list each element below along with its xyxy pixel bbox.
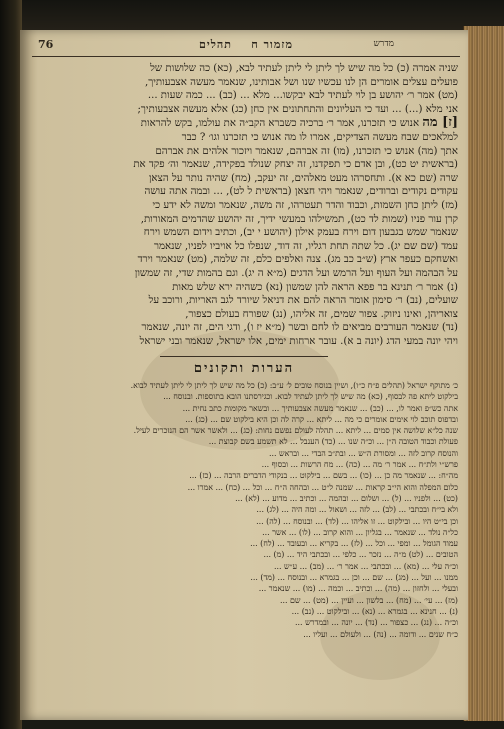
header-psalm: מזמור ח bbox=[251, 38, 293, 51]
main-line: (מט) אמר ר׳ יהושע בן לוי לעתיד לבא יבקשו... מלא ... (כב) ... כמה שעות ... bbox=[147, 90, 458, 102]
main-line: פועלים עצלים אומרים הן לנו עכשיו שנו ושל אבותינו, שנאמר מעשה אצבעותיך, bbox=[145, 76, 458, 88]
note-line: (כט) ... ולפניו ... (ל) ... ושלום ... ובהמה ... וכתיב ... מדוע ... (לא) ... bbox=[235, 493, 458, 503]
section-line: שרה (שם כא א). ותחסרהו מעט מאלהים, זה יעקב, (מח) שהיה נותר על הצאן bbox=[148, 172, 458, 184]
main-line bbox=[36, 116, 458, 131]
note-line: שנה כל״א שלושה אין סמים ... ליתא ... תהלה לעולם נפשם נחות: (כג) ... ולאשר אשר הם הנזכרים לעיל. bbox=[133, 426, 458, 436]
note-line: ממנו ... ועל ... (מג) ... שם ... וכן ... בגמרא ... ובנוסח ... (מד) ... bbox=[250, 573, 458, 583]
note-line: וכ״ה עלי ... (מא) ... ובכתבי ... אמר ר׳ ... (מב) ... ע״ש ... bbox=[274, 561, 458, 571]
background-top bbox=[0, 0, 504, 30]
section-line: אנוש כי תזכרנו, אמר ר׳ ברכיה כשברא הקב״ה את עולמו, בקש להראות bbox=[140, 118, 420, 130]
running-header bbox=[38, 38, 454, 54]
note-line: וכן בי״ט היו ... ובילקוט ... זו אליהו ... (לד) ... ובנוסח ... (לה) ... bbox=[256, 516, 458, 526]
section-line: (בראשית יט כט), ובן אדם כי תפקדנו, זה יצחק שנולד בפקידה, שנאמר וה׳ פקד את bbox=[133, 159, 458, 171]
section-line: צואריהן, ואינו ניזוק. צפור שמים, זה אליהו, (נג) שפורח בעולם כצפור, bbox=[185, 308, 458, 320]
section-line: קרן עור פניו (שמות לד כט), תמשילהו במעשי ידיך, זה יהושע שהדמים המאורות, bbox=[140, 213, 458, 225]
main-text-block bbox=[36, 62, 458, 348]
main-line: אני מלא (...) ... ועד כי העליונים והתחתונים אין כחן (כג) אלא מעשה אצבעותיך; bbox=[137, 103, 458, 115]
note-line: כ׳ מתוקף ישראל (תהלים פ״ח כ״ו), ושיין בנוסח טובים ל׳ ע״ב: (כ) כל מה שיש לך ליתן לי ליתן לעתיד לבוא. bbox=[130, 381, 458, 390]
note-line: ובעלי ... ולחזון ... (מה) ... וכתיב ... וכמה ... (מו) ... שנאמר ... bbox=[258, 584, 458, 594]
note-line: ובדפוס תוכב לוי אימים אומרים כי מה ... ליתא ... קרה לה וכן היא בילקוט שם ... (כג) ... bbox=[185, 414, 458, 424]
section-line: למלאכים שבח מעשה הצדיקים, אמרו לו מה אנוש כי תזכרנו וגו׳ ? כבר bbox=[181, 131, 458, 143]
note-line: (מז) ... עי׳ ... (מח) ... בלשון ... ועיין ... (מט) ... שם ... bbox=[279, 595, 458, 605]
note-line: והנוסח קרוב לזה ... ומסורת ה״ש ... ובת״ב הבדי ... ובראש ... bbox=[268, 448, 458, 458]
page-number: 76 bbox=[38, 38, 54, 51]
page-edges bbox=[463, 26, 504, 721]
section-line: (נ) אמר ר׳ תנינא בר פפא הראה להן שמשון (נא) כשהיה ירא שלש מאות bbox=[172, 281, 458, 293]
section-line: שנאמר שמש בגבעון דום וירח בעמק אילון (יהושע י יב), וכתיב וידום השמש וירח bbox=[143, 227, 458, 239]
section-line: (מז) ליתן כחן השמות, וכבוד והדר תעטרהו, זה משה, שנאמר ומשה לא ידע כי bbox=[152, 199, 458, 211]
header-source: מדרש bbox=[373, 39, 394, 49]
section-line: על הבהמה ועל העוף ועל הרמש ועל הדגים (מ״א ה יג). וגם בהמות שדי, זה שמשון bbox=[134, 267, 458, 279]
note-line: וכ״ה ... (נג) ... כצפור ... (נד) ... יונה ... ובמדרש ... bbox=[295, 618, 458, 628]
note-line: כ״ח שנים ... ודומה ... (נה) ... ולעולם ... ועליו ... bbox=[303, 629, 458, 639]
book-spine-edge bbox=[0, 0, 22, 729]
note-line: הטובים ... (לט) מ״ה ... נזכר ... כלפי ... ובכתבי היד ... (מ) ... bbox=[263, 550, 458, 560]
section-lead: [ז] מה bbox=[422, 115, 458, 131]
section-line: עקודים נקודים וברודים, שנאמר ויהי חצאן (בראשית ל לט), ... ובמה אתה עושה bbox=[144, 186, 458, 198]
section-line: עמד (שם שם יג). כל שתה תחת רגליו, זה דוד, שנפלו כל אויביו לפניו, שנאמר bbox=[153, 240, 458, 252]
notes-block bbox=[34, 380, 458, 640]
note-line: בילקוט ליתא פה לבסוף, (כא) מה שיש לך ליתן לעתיד לבוא. וכגירסתנו הובא בתוספות. ובנוסח ... bbox=[163, 392, 458, 402]
book-page bbox=[20, 30, 468, 720]
section-line: (נד) שנאמר העורבים מביאים לו לחם ובשר (מ״א יז ו), ודגי הים, זה יונה, שנאמר bbox=[141, 322, 458, 334]
header-book: תהלים bbox=[199, 38, 232, 51]
section-line: אתך (מה) אנוש כי תזכרנו, (מו) זה אברהם, שנאמר ויזכור אלהים את אברהם bbox=[155, 145, 458, 157]
note-line: עמוד הגומל ... ומפי ... וכל ... (לז) ... בקריא ... ובעובד ... (לח) ... bbox=[250, 539, 458, 549]
section-line: ויהי יונה במעי הדג (יונה ב א). עובר ארחות ימים, אלו ישראל, שנאמר ובני ישראל bbox=[139, 335, 458, 347]
note-line: מה״ח: ... שנאמר מה כן ... (כו) ... בשם ... בילקוט ... בנקודי הדברים הרבה ... (כז) ... bbox=[189, 471, 458, 481]
main-line: שניה אמרה (כ) כל מה שיש לך ליתן לי ליתן לעתיד לבא, (כא) כה שלושות של bbox=[150, 63, 458, 74]
note-line: (נ) ... חנינא ... בגמרא ... (נא) ... ובילקוט ... (נב) ... bbox=[291, 606, 458, 616]
header-rule bbox=[32, 56, 460, 57]
note-line: כלום המפלה והוא הי״ב קראות ... שמנה ל״ט ... ובהחה ה״ח ... וכל ... (כח) ... אמרו ... bbox=[187, 482, 458, 492]
section-line: שועלים, (נב) ר׳ סימון אומר הראה להם את דניאל שיורד לגב האריות, ורוכב על bbox=[148, 295, 458, 307]
note-line: פעולת וכבוד הטובה ה״ן ... וכ״ה שנו ... (כד) הענבל ... לא תשמע בשם קבוצת ... bbox=[208, 437, 458, 447]
note-line: כל״ה נולד ... שנאמר ... בגליון ... והוא קרוב ... (לו) ... אשר ... bbox=[262, 527, 458, 537]
note-line: פרש״י ולת״ח ... אמר ר׳ מה ... (כה) ... מח הרשות ... ובסוף ... bbox=[261, 460, 458, 470]
note-line: אתה כש״פ ואמר לו, ... (כב) ... שנאמר מעשה אצבעותיך ... ובשאר מקומות כתב נחית ... bbox=[182, 403, 458, 413]
notes-title: הערות ותקונים bbox=[193, 361, 295, 376]
notes-divider bbox=[160, 356, 328, 357]
section-line: ואשחקם כעפר ארץ (ש״ב כב מג). צנה ואלפים כלם, זה שלמה, (מט) שנאמר וירד bbox=[137, 254, 458, 266]
note-line: ולא בי״ח ובכתבי ... (לב) ... לזה ... ושאול ... ומה היה ... (לג) ... bbox=[256, 505, 458, 515]
